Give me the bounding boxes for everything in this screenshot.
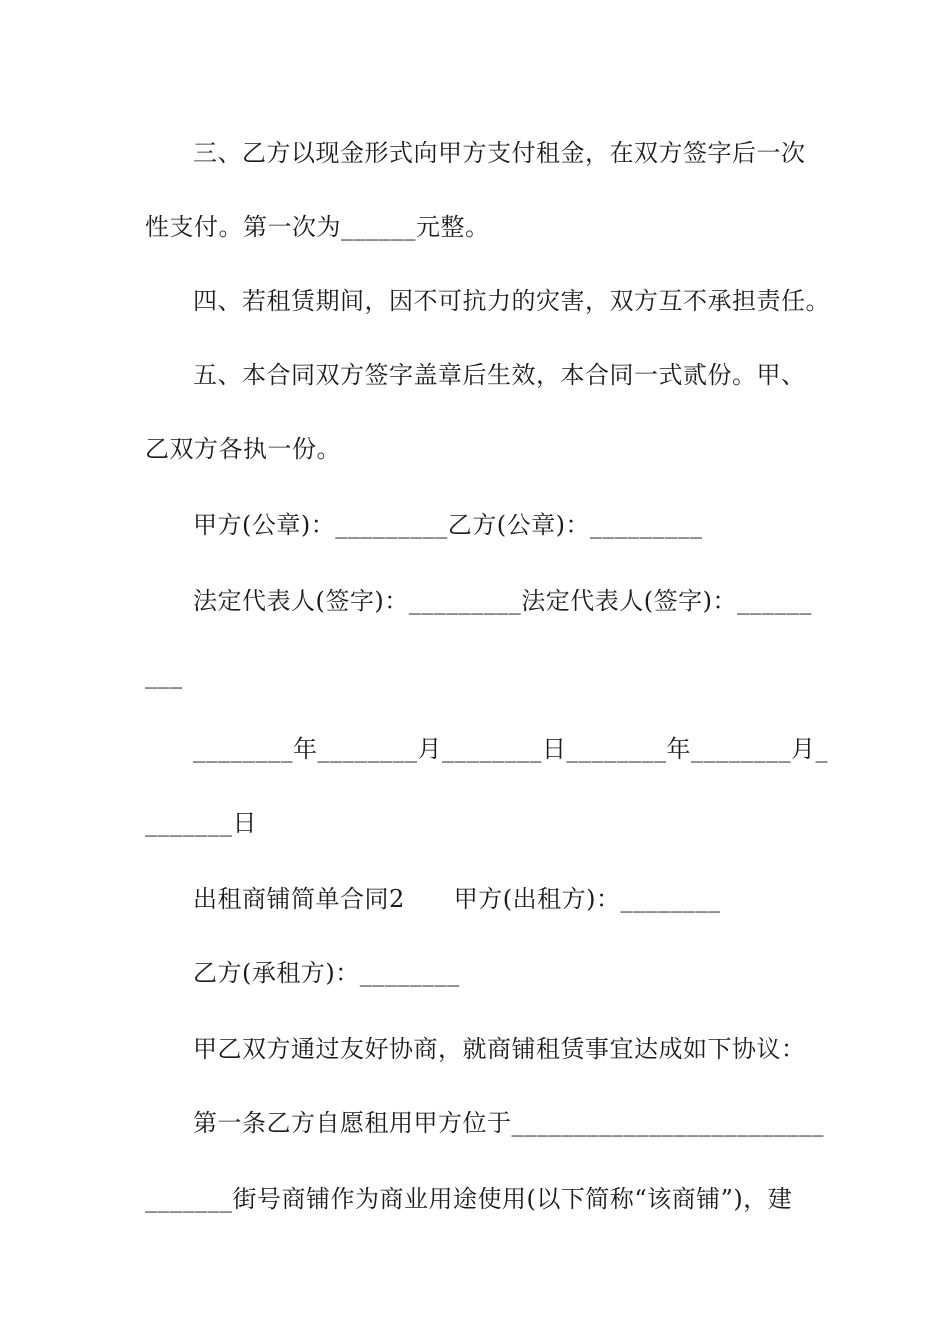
signature-line: 法定代表人(签字)：_________法定代表人(签字)：______ bbox=[193, 587, 812, 615]
clause-5-line-1: 五、本合同双方签字盖章后生效，本合同一式贰份。甲、 bbox=[193, 361, 806, 389]
article-1-line-1: 第一条乙方自愿租用甲方位于_________________________ bbox=[193, 1109, 824, 1137]
party-b-line: 乙方(承租方)：________ bbox=[193, 959, 460, 987]
clause-5-line-2: 乙双方各执一份。 bbox=[145, 435, 341, 463]
contract-2-heading-line: 出租商铺简单合同2 甲方(出租方)：________ bbox=[193, 885, 721, 913]
agreement-intro-line: 甲乙双方通过友好协商，就商铺租赁事宜达成如下协议： bbox=[193, 1035, 806, 1063]
clause-3-line-2: 性支付。第一次为______元整。 bbox=[145, 213, 490, 241]
date-line-cont: _______日 bbox=[145, 809, 257, 837]
clause-4-line: 四、若租赁期间，因不可抗力的灾害，双方互不承担责任。 bbox=[193, 287, 830, 315]
clause-3-line-1: 三、乙方以现金形式向甲方支付租金，在双方签字后一次 bbox=[193, 139, 806, 167]
article-1-line-2: _______街号商铺作为商业用途使用(以下简称“该商铺”)，建 bbox=[145, 1185, 793, 1213]
signature-line-cont: ___ bbox=[145, 661, 183, 689]
date-line: ________年________月________日________年________月_ bbox=[193, 735, 828, 763]
seal-line: 甲方(公章)：_________乙方(公章)：_________ bbox=[193, 511, 703, 539]
